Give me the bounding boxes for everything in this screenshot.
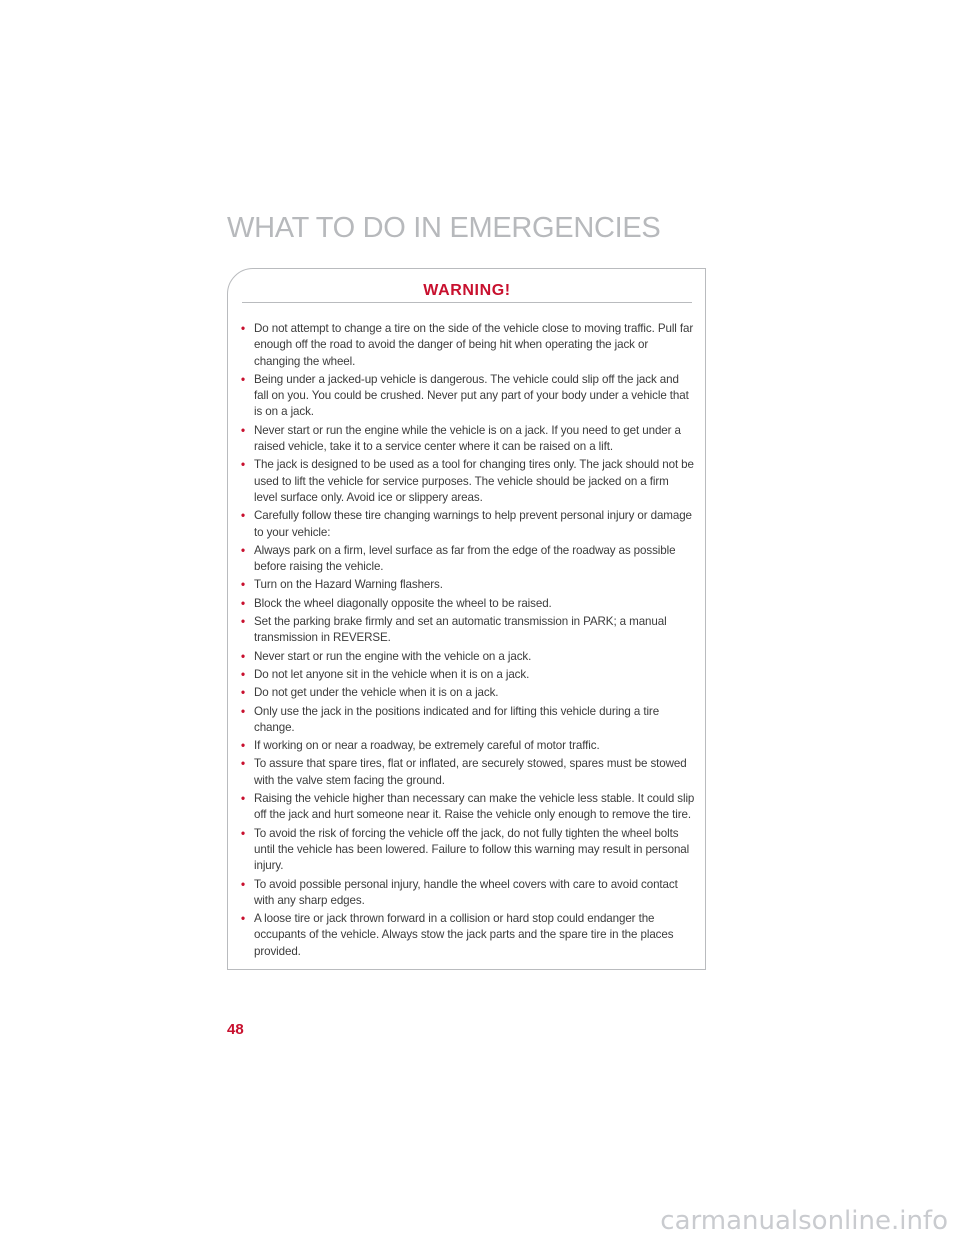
warning-item: [240, 577, 695, 593]
warning-item-text: Turn on the Hazard Warning flashers.: [254, 578, 443, 592]
warning-item: [240, 423, 695, 456]
bullet-icon: •: [241, 792, 245, 806]
warning-item-text: Do not attempt to change a tire on the side of the vehicle close to moving traffic. Pull far enough off the road to avoid the danger of being hit when operating the jack or changing the wheel.: [254, 322, 694, 368]
warning-item-text: Set the parking brake firmly and set an automatic transmission in PARK; a manual transmission in REVERSE.: [254, 615, 667, 645]
bullet-icon: •: [241, 826, 245, 840]
bullet-icon: •: [241, 458, 245, 472]
bullet-icon: •: [241, 757, 245, 771]
bullet-icon: •: [241, 667, 245, 681]
warning-item: [240, 826, 695, 875]
watermark: carmanualsonline.info: [660, 1206, 948, 1236]
warning-item-text: Always park on a firm, level surface as far from the edge of the roadway as possible before raising the vehicle.: [254, 543, 676, 574]
warning-item-text: Carefully follow these tire changing warnings to help prevent personal injury or damage to your vehicle:: [254, 509, 692, 539]
warning-item-text: Only use the jack in the positions indicated and for lifting this vehicle during a tire change.: [254, 704, 660, 734]
warning-item-text: The jack is designed to be used as a tool for changing tires only. The jack should not be used to lift the vehicle for service purposes. The vehicle should be jacked on a firm level surface only. Avoid ice or slippery areas.: [254, 458, 694, 504]
warning-item-text: Never start or run the engine with the vehicle on a jack.: [254, 649, 532, 663]
warning-item-text: Never start or run the engine while the vehicle is on a jack. If you need to get under a raised vehicle, take it to a service center where it can be raised on a lift.: [254, 423, 681, 454]
warning-item: [240, 877, 695, 910]
bullet-icon: •: [241, 686, 245, 700]
warning-item-text: To avoid the risk of forcing the vehicle off the jack, do not fully tighten the wheel bolts until the vehicle has been lowered. Failure to follow this warning may result in personal injury.: [254, 826, 690, 873]
warning-item: [240, 543, 695, 576]
warning-item: [240, 685, 695, 701]
warning-item: [240, 791, 695, 824]
warning-item: [240, 321, 695, 370]
warning-divider: [242, 302, 692, 303]
warning-item-text: If working on or near a roadway, be extremely careful of motor traffic.: [254, 739, 600, 753]
page-number: 48: [227, 1021, 244, 1038]
warning-list: [240, 321, 695, 962]
bullet-icon: •: [241, 578, 245, 592]
warning-item-text: A loose tire or jack thrown forward in a collision or hard stop could endanger the occupants of the vehicle. Always stow the jack parts and the spare tire in the places provided.: [254, 912, 674, 958]
warning-item: [240, 756, 695, 789]
bullet-icon: •: [241, 649, 245, 663]
warning-item-text: Raising the vehicle higher than necessary can make the vehicle less stable. It could slip off the jack and hurt someone near it. Raise the vehicle only enough to remove the tire.: [254, 792, 695, 822]
warning-box: [227, 268, 706, 970]
bullet-icon: •: [241, 877, 245, 891]
bullet-icon: •: [241, 543, 245, 557]
bullet-icon: •: [241, 739, 245, 753]
warning-item: [240, 667, 695, 683]
bullet-icon: •: [241, 372, 245, 386]
bullet-icon: •: [241, 596, 245, 610]
bullet-icon: •: [241, 704, 245, 718]
bullet-icon: •: [241, 615, 245, 629]
warning-item: [240, 372, 695, 421]
bullet-icon: •: [241, 322, 245, 335]
warning-item: [240, 614, 695, 647]
warning-item-text: To avoid possible personal injury, handle the wheel covers with care to avoid contact with any sharp edges.: [254, 877, 678, 907]
warning-item: [240, 704, 695, 737]
warning-item: [240, 911, 695, 960]
warning-item: [240, 457, 695, 506]
bullet-icon: •: [241, 423, 245, 437]
warning-item: [240, 508, 695, 541]
bullet-icon: •: [241, 509, 245, 523]
warning-item-text: Do not let anyone sit in the vehicle when it is on a jack.: [254, 667, 530, 681]
warning-item-text: Do not get under the vehicle when it is on a jack.: [254, 686, 499, 700]
warning-item: [240, 596, 695, 612]
warning-item-text: Being under a jacked-up vehicle is dangerous. The vehicle could slip off the jack and fall on you. You could be crushed. Never put any part of your body under a vehicle that is on a jack.: [254, 372, 689, 419]
warning-item-text: To assure that spare tires, flat or inflated, are securely stowed, spares must be stowed with the valve stem facing the ground.: [254, 757, 687, 787]
warning-item-text: Block the wheel diagonally opposite the wheel to be raised.: [254, 596, 552, 610]
warning-item: [240, 738, 695, 754]
warning-heading: WARNING!: [423, 282, 511, 299]
section-title: WHAT TO DO IN EMERGENCIES: [227, 212, 661, 244]
warning-item: [240, 649, 695, 665]
bullet-icon: •: [241, 912, 245, 926]
